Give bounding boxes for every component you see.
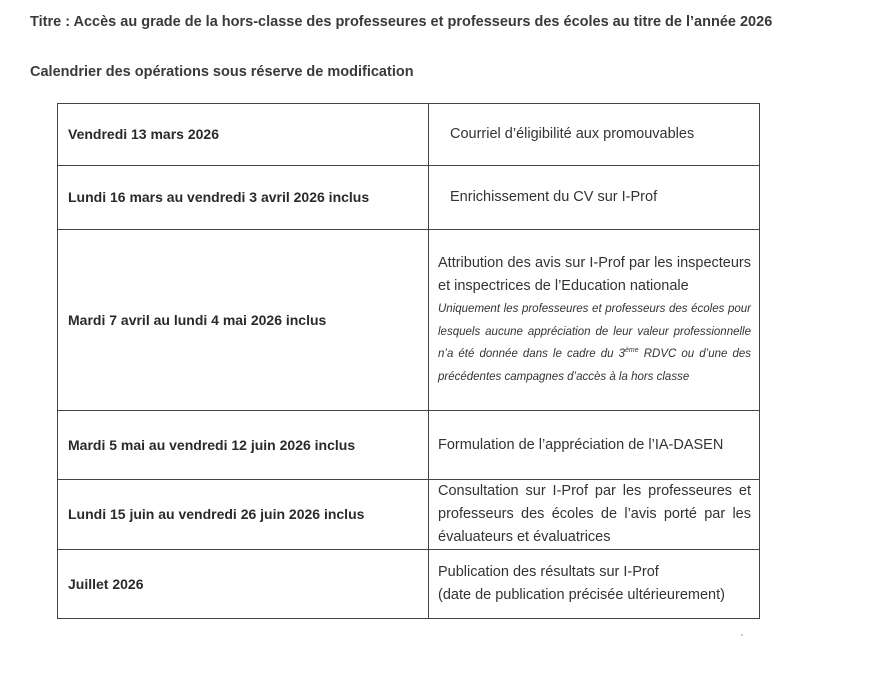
table-row [58,480,760,550]
note-text: Uniquement les professeures et professeurs des écoles pour lesquels aucune appréciation de leur valeur professionnelle n’a été donnée dans le cadre du 3 [438,303,751,360]
event-line: (date de publication précisée ultérieurement) [438,587,725,603]
event-cell [429,230,760,411]
date-cell: Vendredi 13 mars 2026 [58,104,429,166]
event-cell: Formulation de l’appréciation de l’IA-DASEN [429,411,760,480]
date-cell: Mardi 5 mai au vendredi 12 juin 2026 inclus [58,411,429,480]
date-cell: Mardi 7 avril au lundi 4 mai 2026 inclus [58,230,429,411]
event-note [438,298,751,388]
event-cell [429,550,760,619]
date-cell: Lundi 15 juin au vendredi 26 juin 2026 inclus [58,480,429,550]
page-title: Titre : Accès au grade de la hors-classe des professeures et professeurs des écoles au titre de l’année 2026 [30,14,773,30]
table-row [58,550,760,619]
date-cell: Juillet 2026 [58,550,429,619]
table-row [58,104,760,166]
table-row [58,166,760,230]
date-cell: Lundi 16 mars au vendredi 3 avril 2026 inclus [58,166,429,230]
event-cell: Consultation sur I-Prof par les professeures et professeurs des écoles de l’avis porté par les évaluateurs et évaluatrices [429,480,760,550]
scan-artifact [741,634,743,636]
event-cell: Enrichissement du CV sur I-Prof [429,166,760,230]
event-text: Attribution des avis sur I-Prof par les inspecteurs et inspectrices de l’Education nationale [438,255,751,294]
table-row [58,411,760,480]
calendar-subtitle: Calendrier des opérations sous réserve de modification [30,64,414,80]
schedule-table [57,103,760,619]
note-text-end: RDVC ou d’une des précédentes campagnes d’accès à la hors classe [438,348,751,383]
event-cell: Courriel d’éligibilité aux promouvables [429,104,760,166]
table-row [58,230,760,411]
event-line: Publication des résultats sur I-Prof [438,564,659,580]
note-superscript: ème [625,347,639,355]
